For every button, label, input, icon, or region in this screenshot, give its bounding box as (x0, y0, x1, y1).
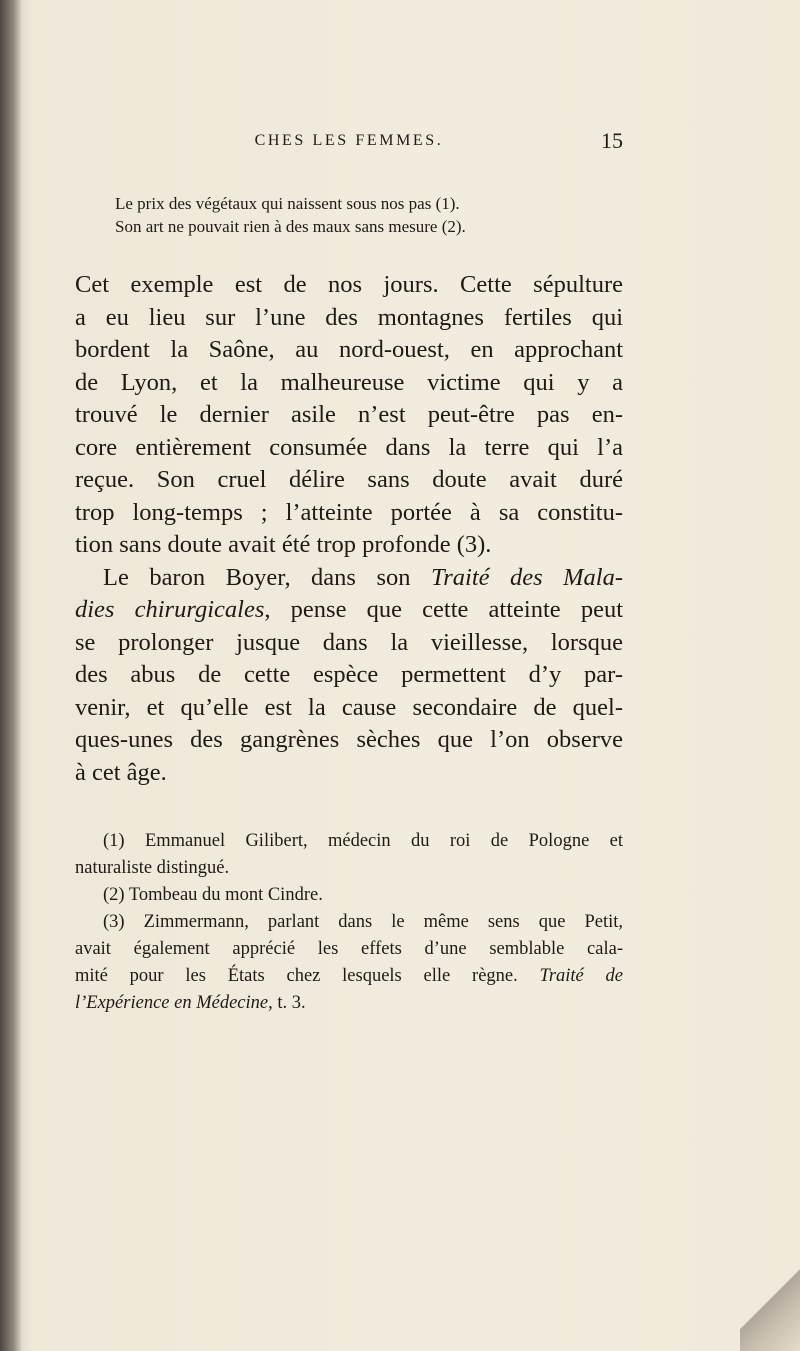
text-line: se prolonger jusque dans la vieillesse, lorsque (75, 628, 623, 656)
book-title-italic: dies chirurgicales (75, 596, 265, 623)
footnote-line: (1) Emmanuel Gilibert, médecin du roi de Pologne et (103, 831, 623, 851)
text-line: à cet âge. (75, 758, 167, 786)
footnote-line (75, 990, 623, 1017)
footnote-line: avait également apprécié les effets d’une semblable cala- (75, 939, 623, 959)
epigraph-line: Le prix des végétaux qui naissent sous nos pas (1). (115, 194, 460, 213)
footnote-line: (3) Zimmermann, parlant dans le même sens que Petit, (103, 912, 623, 932)
book-title-italic: Traité des Mala- (430, 563, 623, 591)
book-title-italic: Traité de (539, 966, 624, 986)
text-line: bordent la Saône, au nord-ouest, en approchant (75, 336, 623, 363)
text-line: a eu lieu sur l’une des montagnes fertiles qui (75, 303, 623, 331)
text-line: tion sans doute avait été trop profonde (3). (75, 531, 492, 558)
text-line: core entièrement consumée dans la terre qui l’a (75, 433, 623, 461)
book-title-italic: l’Expérience en Médecine (75, 993, 269, 1013)
running-title: CHES LES FEMMES. (254, 132, 444, 149)
page-corner-wear (740, 1261, 800, 1351)
epigraph (115, 192, 585, 238)
page-number: 15 (601, 128, 623, 153)
footnote-line (75, 963, 623, 990)
text-line: venir, et qu’elle est la cause secondaire de quel- (75, 693, 623, 721)
text-line: reçue. Son cruel délire sans doute avait duré (75, 466, 623, 493)
page-header (75, 128, 623, 160)
text-line: trop long-temps ; l’atteinte portée à sa constitu- (75, 498, 623, 526)
main-text (75, 269, 623, 789)
text-line: Cet exemple est de nos jours. Cette sépulture (75, 271, 623, 298)
epigraph-line: Son art ne pouvait rien à des maux sans mesure (2). (115, 217, 466, 236)
page-binding-edge (0, 0, 22, 1351)
text-line: trouvé le dernier asile n’est peut-être pas en- (75, 401, 623, 428)
text-line (75, 562, 623, 595)
footnote-line: (2) Tombeau du mont Cindre. (103, 885, 323, 905)
footnote-line: naturaliste distingué. (75, 858, 230, 878)
text-line: ques-unes des gangrènes sèches que l’on observe (75, 726, 623, 753)
text-segment: Le baron Boyer, dans son (103, 563, 431, 591)
footnotes (75, 828, 623, 1017)
paragraph-1 (75, 269, 623, 562)
text-segment: mité pour les États chez lesquels elle règne. (75, 966, 540, 986)
paragraph-2 (75, 562, 623, 790)
text-line (75, 594, 623, 627)
text-line: de Lyon, et la malheureuse victime qui y a (75, 368, 623, 396)
text-segment: , t. 3. (268, 993, 306, 1013)
text-line: des abus de cette espèce permettent d’y par- (75, 661, 623, 688)
text-segment: , pense que cette atteinte peut (264, 596, 623, 623)
